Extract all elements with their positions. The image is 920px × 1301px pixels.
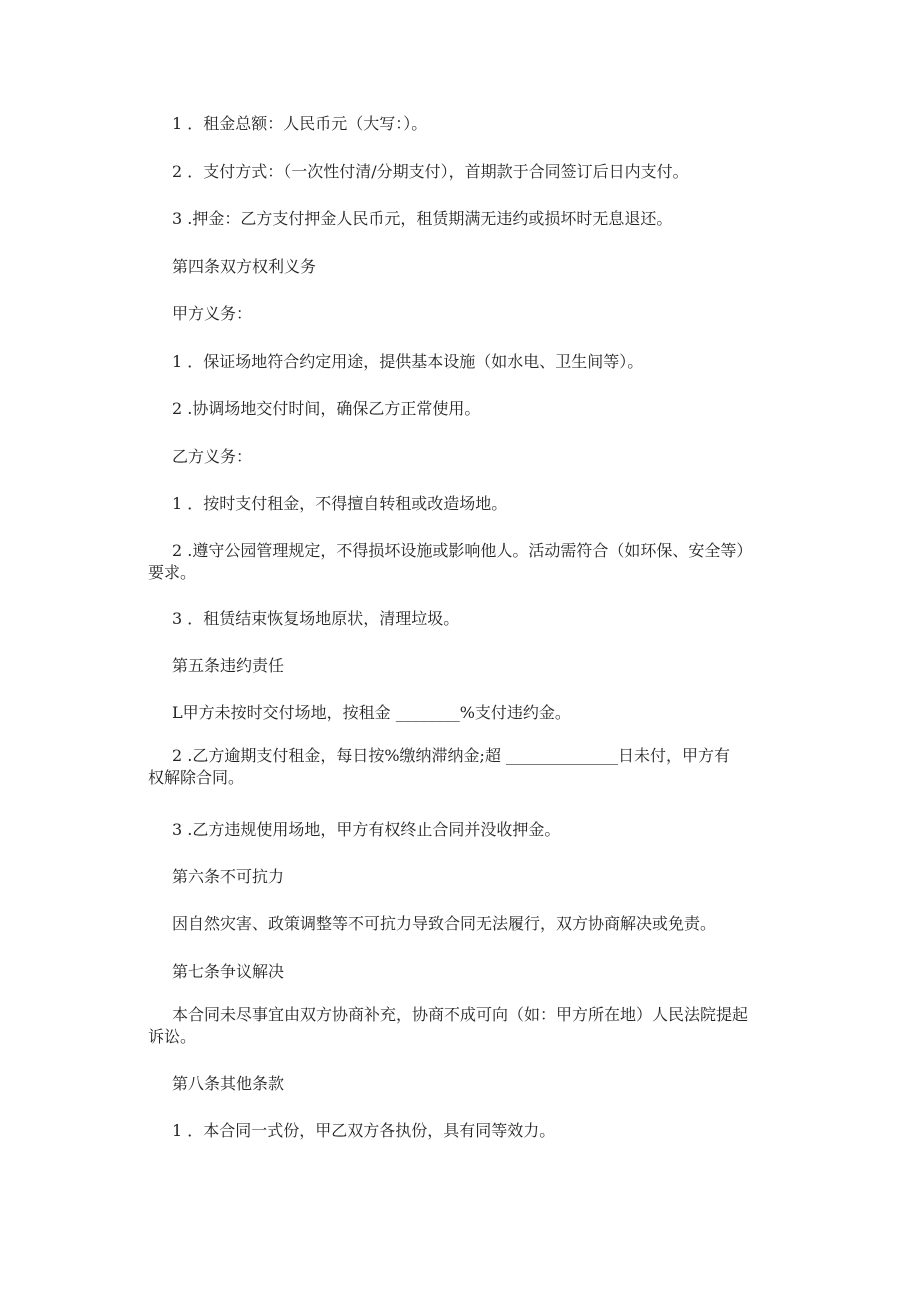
party-b-clause-2-cont: 要求。 [148,563,197,582]
party-b-clause-3: 3 ．租赁结束恢复场地原状，清理垃圾。 [172,609,460,628]
section-heading-7: 第七条争议解决 [172,962,285,981]
payment-clause-2: 2 ．支付方式：（一次性付清/分期支付），首期款于合同签订后日内支付。 [172,162,689,181]
section-heading-8: 第八条其他条款 [172,1074,285,1093]
section-heading-4: 第四条双方权利义务 [172,257,317,276]
payment-clause-1: 1 ．租金总额：人民币元（大写：）。 [172,114,428,133]
party-b-clause-1: 1 ．按时支付租金，不得擅自转租或改造场地。 [172,494,508,513]
force-majeure-text: 因自然灾害、政策调整等不可抗力导致合同无法履行，双方协商解决或免责。 [172,914,717,933]
party-a-heading: 甲方义务： [172,304,253,323]
dispute-text: 本合同未尽事宜由双方协商补充，协商不成可向（如：甲方所在地）人民法院提起 [172,1005,749,1024]
breach-clause-2-cont: 权解除合同。 [148,768,245,787]
breach-clause-2: 2 .乙方逾期支付租金，每日按%缴纳滞纳金;超 ______________日未付，甲方有 [172,746,731,765]
party-a-clause-2: 2 .协调场地交付时间，确保乙方正常使用。 [172,399,481,418]
section-heading-6: 第六条不可抗力 [172,867,285,886]
dispute-text-cont: 诉讼。 [148,1027,197,1046]
party-a-clause-1: 1 ．保证场地符合约定用途，提供基本设施（如水电、卫生间等）。 [172,352,644,371]
party-b-heading: 乙方义务： [172,447,253,466]
payment-clause-3: 3 .押金：乙方支付押金人民币元，租赁期满无违约或损坏时无息退还。 [172,209,673,228]
breach-clause-3: 3 .乙方违规使用场地，甲方有权终止合同并没收押金。 [172,820,561,839]
section-heading-5: 第五条违约责任 [172,656,285,675]
other-clause-1: 1 ．本合同一式份，甲乙双方各执份，具有同等效力。 [172,1121,556,1140]
breach-clause-1: L甲方未按时交付场地，按租金 ________%支付违约金。 [172,703,571,722]
party-b-clause-2: 2 .遵守公园管理规定，不得损坏设施或影响他人。活动需符合（如环保、安全等） [172,541,753,560]
